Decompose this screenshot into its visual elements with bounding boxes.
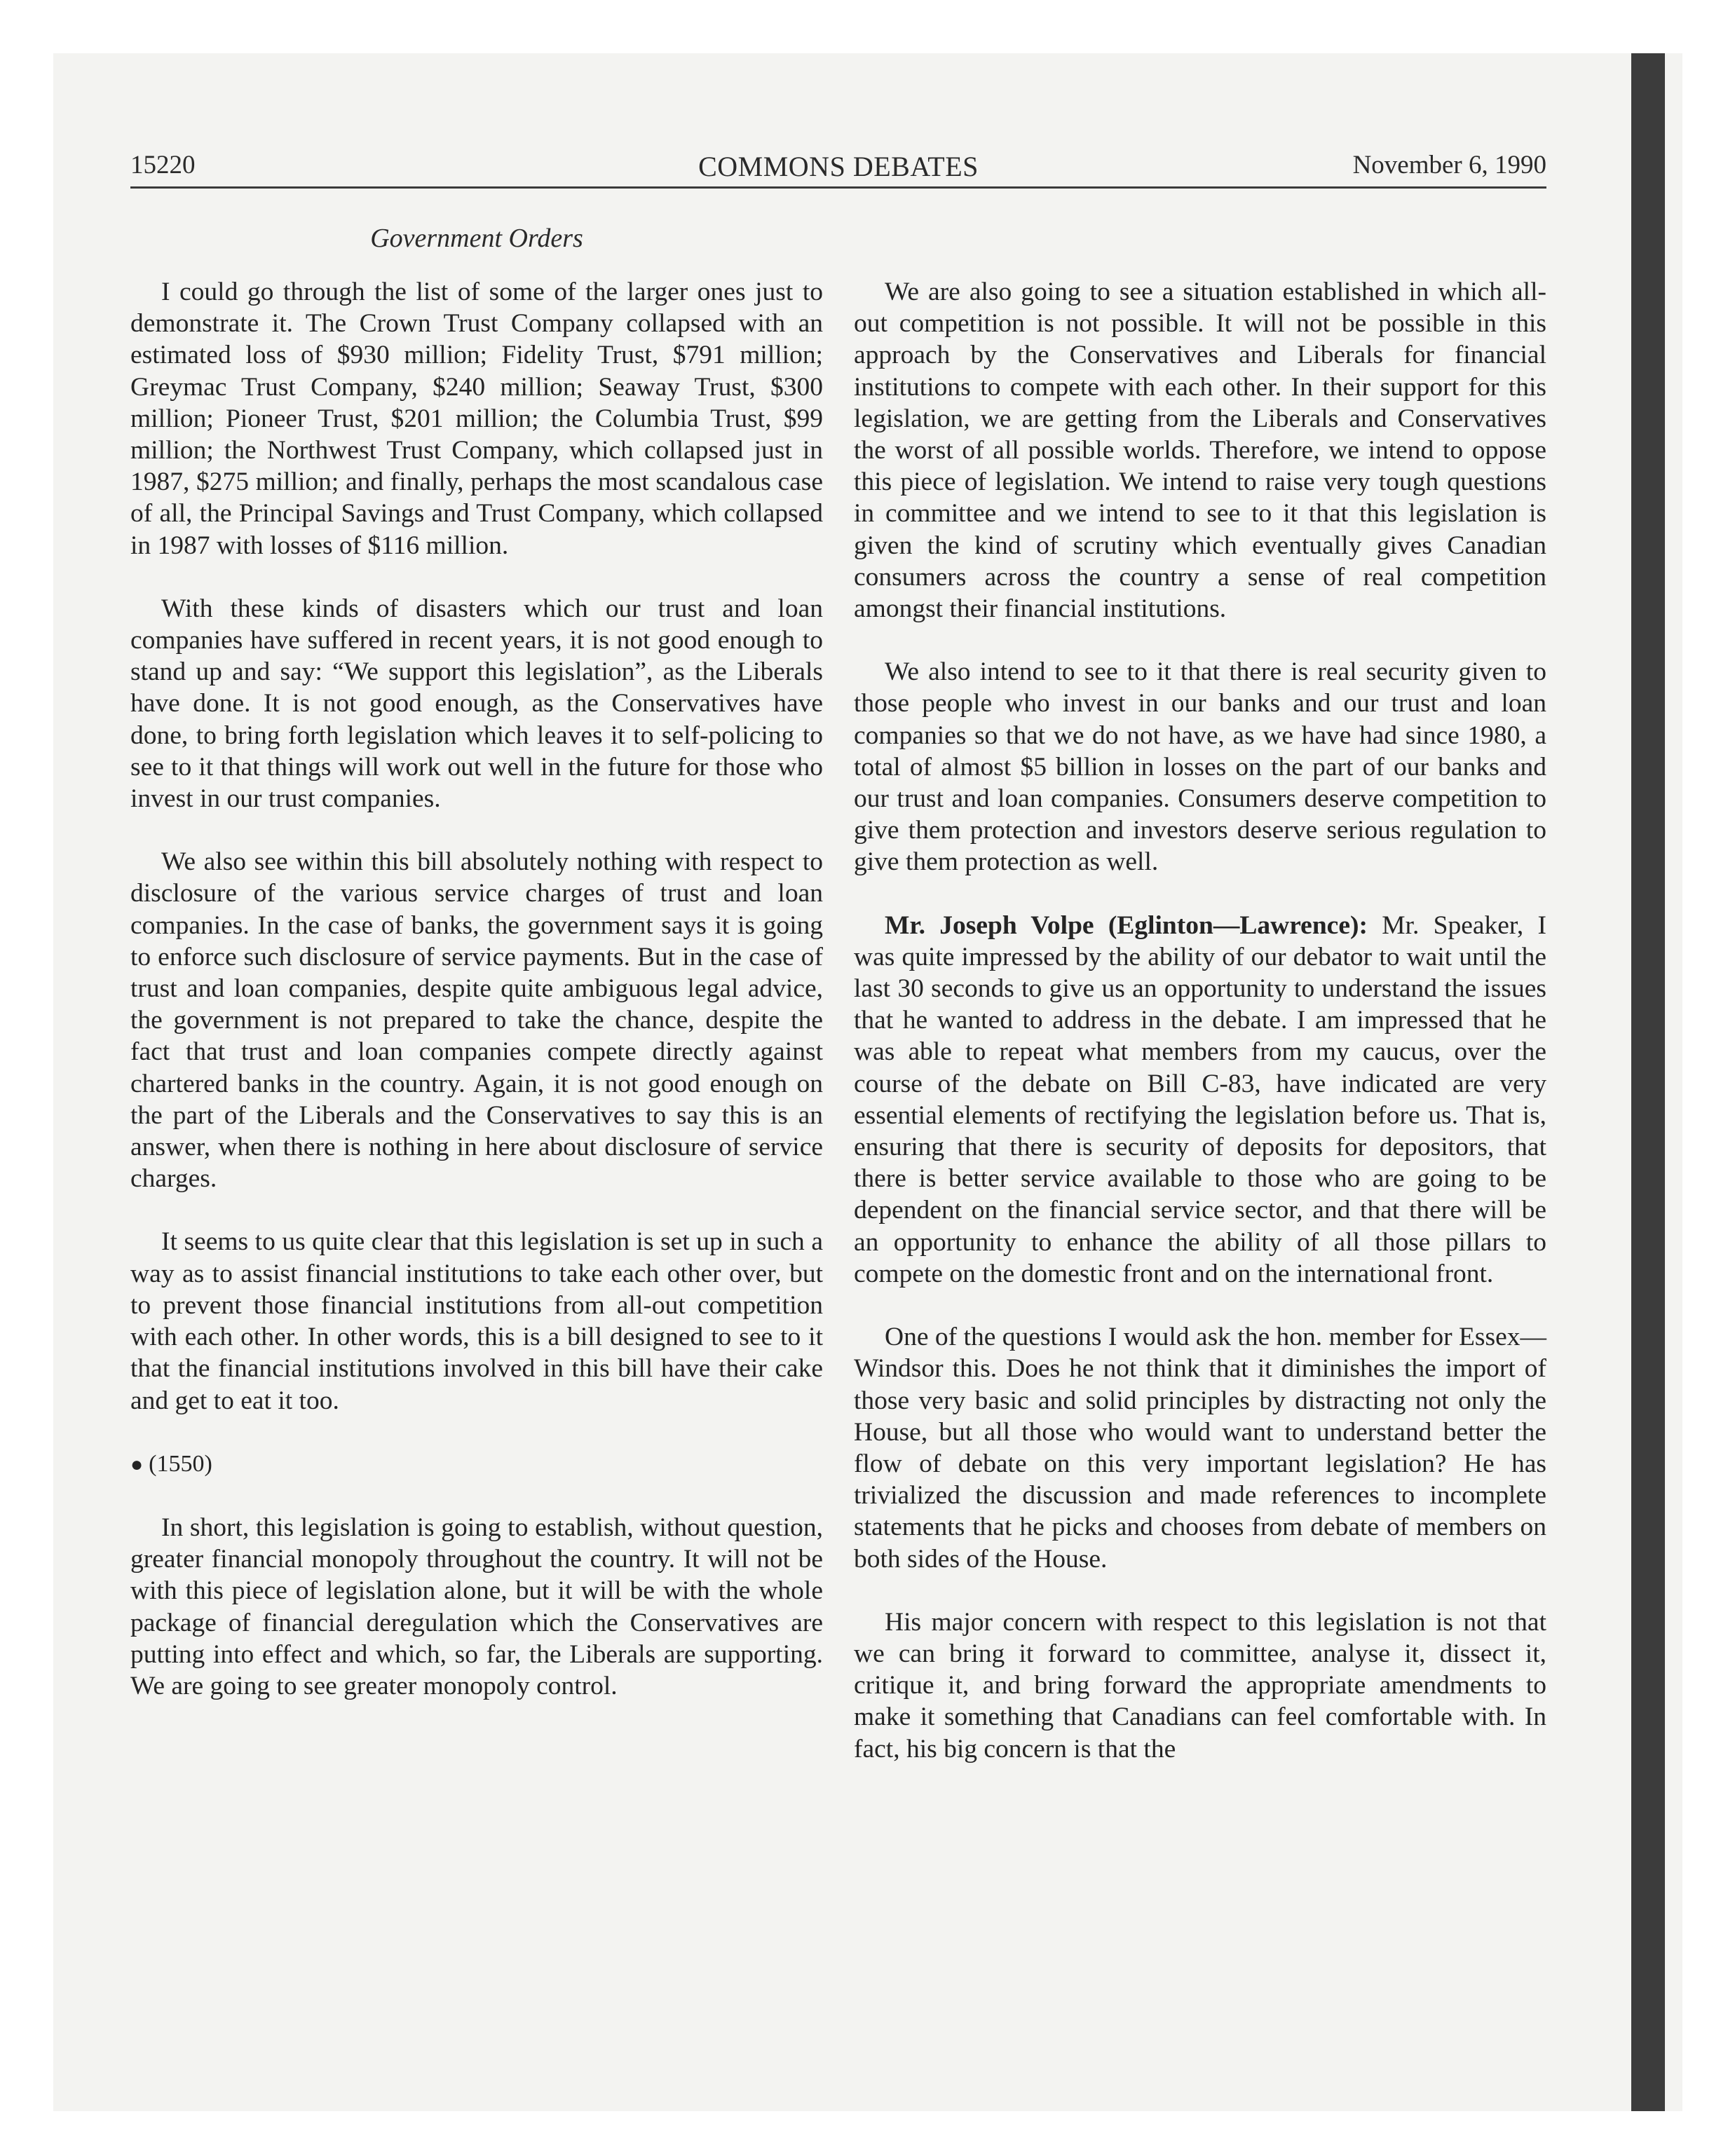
scan-edge-shadow bbox=[1631, 53, 1665, 2111]
paragraph: With these kinds of disasters which our trust and loan companies have suffered in recent years, it is not good enough to stand up and say: “We support this legislation”, as the Liberals have done. It is not good enough, as the Conservatives have done, to bring forth legislation which leaves it to self-policing to see to it that things will work out well in the future for those who invest in our trust companies. bbox=[130, 594, 823, 814]
header-rule bbox=[130, 186, 1546, 189]
paragraph: His major concern with respect to this legislation is not that we can bring it forward to committee, analyse it, dissect it, critique it, and bring forward the appropriate amendments to make it something that Canadians can feel comfortable with. In fact, his big concern is that the bbox=[854, 1607, 1546, 1763]
publication-date: November 6, 1990 bbox=[1352, 151, 1546, 179]
bullet-icon: ● bbox=[130, 1452, 144, 1476]
paragraph: One of the questions I would ask the hon. member for Essex—Windsor this. Does he not think that it diminishes the import of those very basic and solid principles by distracting not only the House, but all those who would want to understand better the flow of debate on this very important legislation? He has trivialized the discussion and made references to incomplete statements that he picks and chooses from debate of members on both sides of the House. bbox=[854, 1323, 1546, 1574]
paragraph: We are also going to see a situation established in which all-out competition is not possible. It will not be possible in this approach by the Conservatives and Liberals for financial institutions to compete with each other. In their support for this legislation, we are getting from the Liberals and Conservatives the worst of all possible worlds. Therefore, we intend to oppose this piece of legislation. We intend to raise very tough questions in committee and we intend to see to it that this legislation is given the kind of scrutiny which eventually gives Canadian consumers across the country a sense of real competition amongst their financial institutions. bbox=[854, 278, 1546, 624]
paragraph: We also intend to see to it that there is real security given to those people who invest in our banks and our trust and loan companies so that we do not have, as we have had since 1980, a total of almost $5 billion in losses on the part of our banks and our trust and loan companies. Consumers deserve competition to give them protection and investors deserve serious regulation to give them protection as well. bbox=[854, 657, 1546, 877]
publication-title: COMMONS DEBATES bbox=[698, 151, 979, 182]
right-column bbox=[854, 276, 1546, 1765]
paragraph: I could go through the list of some of the larger ones just to demonstrate it. The Crown Trust Company collapsed with an estimated loss of $930 million; Fidelity Trust, $791 million; Greymac Trust Company, $240 million; Seaway Trust, $300 million; Pioneer Trust, $201 million; the Columbia Trust, $99 million; the Northwest Trust Company, which collapsed just in 1987, $275 million; and finally, perhaps the most scandalous case of all, the Principal Savings and Trust Company, which collapsed in 1987 with losses of $116 million. bbox=[130, 278, 823, 560]
speaker-paragraph bbox=[854, 910, 1546, 1290]
time-marker-text: (1550) bbox=[149, 1450, 212, 1477]
time-marker bbox=[130, 1448, 823, 1480]
paragraph: It seems to us quite clear that this legislation is set up in such a way as to assist financial institutions to take each other over, but to prevent those financial institutions from all-out competition with each other. In other words, this is a bill designed to see to it that the financial institutions involved in this bill have their cake and get to eat it too. bbox=[130, 1227, 823, 1415]
left-column bbox=[130, 276, 823, 1702]
page-header bbox=[130, 144, 1546, 186]
section-label: Government Orders bbox=[370, 224, 583, 253]
page-number: 15220 bbox=[130, 151, 196, 179]
paragraph: We also see within this bill absolutely nothing with respect to disclosure of the various service charges of trust and loan companies. In the case of banks, the government says it is going to enforce such disclosure of service payments. But in the case of trust and loan companies, despite quite ambiguous legal advice, the government is not prepared to take the chance, despite the fact that trust and loan companies compete directly against chartered banks in the country. Again, it is not good enough on the part of the Liberals and the Conservatives to say this is an answer, when there is nothing in here about disclosure of service charges. bbox=[130, 847, 823, 1194]
paragraph: In short, this legislation is going to establish, without question, greater financial monopoly throughout the country. It will not be with this piece of legislation alone, but it will be with the whole package of financial deregulation which the Conservatives are putting into effect and which, so far, the Liberals are supporting. We are going to see greater monopoly control. bbox=[130, 1513, 823, 1700]
speaker-name: Mr. Joseph Volpe (Eglinton—Lawrence): bbox=[885, 910, 1368, 940]
speaker-text: Mr. Speaker, I was quite impressed by the ability of our debator to wait until the last 30 seconds to give us an opportunity to understand the issues that he wanted to address in the debate. I am impressed that he was able to repeat what members from my caucus, over the course of the debate on Bill C-83, have indicated are very essential elements of rectifying the legislation before us. That is, ensuring that there is security of deposits for depositors, that there is better service available to those who are going to be dependent on the financial service sector, and that there will be an opportunity to enhance the ability of all those pillars to compete on the domestic front and on the international front. bbox=[854, 910, 1546, 1288]
